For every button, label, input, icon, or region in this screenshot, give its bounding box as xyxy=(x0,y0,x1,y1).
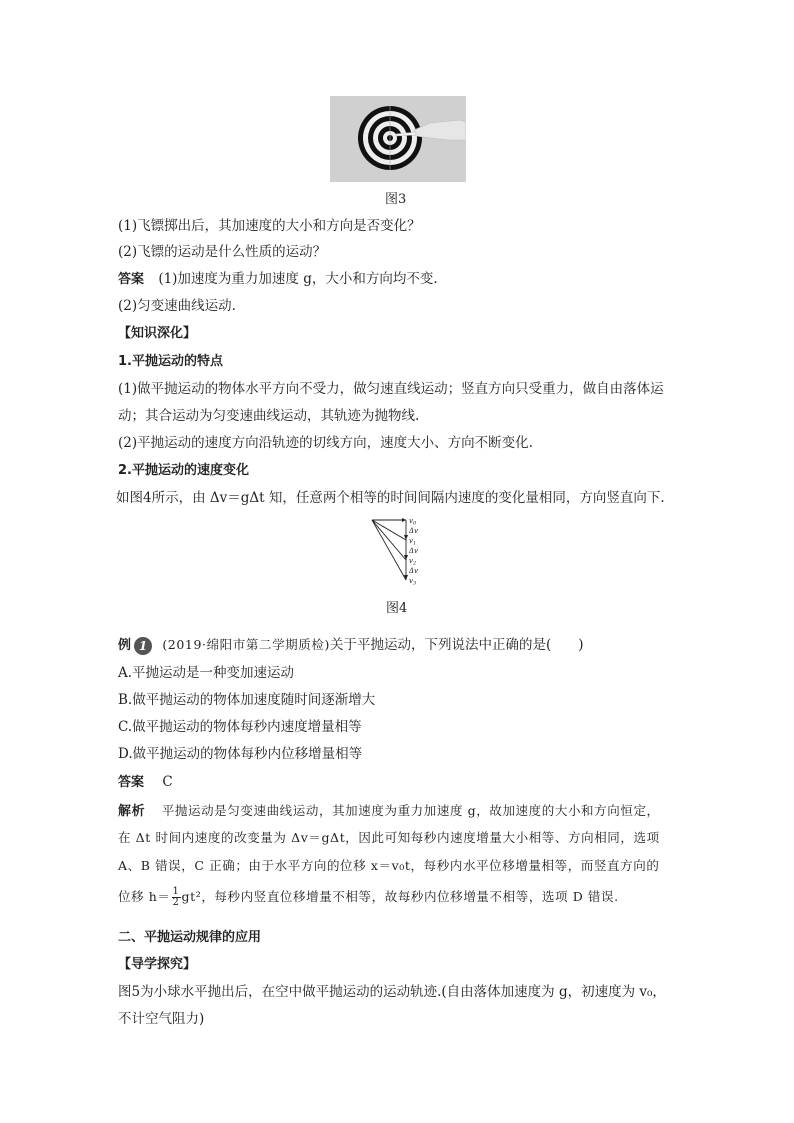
dartboard-photo xyxy=(330,96,466,182)
fraction-numerator: 1 xyxy=(172,886,180,897)
section-two-para-b: 不计空气阻力) xyxy=(118,1011,205,1027)
section1-para1a: (1)做平抛运动的物体水平方向不受力，做匀速直线运动；竖直方向只受重力，做自由落体运 xyxy=(118,381,664,397)
label-dv-1: Δv xyxy=(409,527,419,535)
option-d: D.做平抛运动的物体每秒内位移增量相等 xyxy=(118,746,363,762)
analysis-line-1 xyxy=(118,802,660,821)
example-answer-label: 答案 xyxy=(118,775,145,790)
question-2: (2)飞镖的运动是什么性质的运动？ xyxy=(118,244,327,260)
example-answer-line xyxy=(118,773,173,792)
label-v1: $v_1$ xyxy=(409,537,417,547)
example-answer: C xyxy=(162,774,173,790)
analysis-text-2: 在 Δt 时间内速度的改变量为 Δv＝gΔt，因此可知每秒内速度增量大小相等、方向相同，选项 xyxy=(118,830,660,845)
label-v3: $v_3$ xyxy=(409,577,417,587)
label-v2: $v_2$ xyxy=(409,557,417,567)
example-stem: 关于平抛运动，下列说法中正确的是( ) xyxy=(329,637,584,653)
section2-title: 2.平抛运动的速度变化 xyxy=(118,463,249,478)
example-number-badge: 1 xyxy=(134,637,152,655)
answer-1-line xyxy=(118,270,438,289)
label-v0: $v_0$ xyxy=(409,517,417,527)
example-header xyxy=(118,636,584,655)
label-dv-3: Δv xyxy=(409,567,419,575)
example-source: (2019·绵阳市第二学期质检) xyxy=(162,637,330,652)
example-label: 例 xyxy=(118,638,132,653)
option-c: C.做平抛运动的物体每秒内速度增量相等 xyxy=(118,719,362,735)
analysis-line-4 xyxy=(118,887,619,908)
guided-inquiry-heading: 【导学探究】 xyxy=(118,957,197,972)
dartboard-image xyxy=(330,96,466,182)
analysis-text-4a: 位移 h＝ xyxy=(118,889,171,904)
knowledge-heading: 【知识深化】 xyxy=(118,326,197,341)
section1-title: 1.平抛运动的特点 xyxy=(118,354,223,369)
analysis-text-3: A、B 错误，C 正确；由于水平方向的位移 x＝v₀t，每秒内水平位移增量相等，而竖直方向的 xyxy=(118,858,660,873)
section1-para2: (2)平抛运动的速度方向沿轨迹的切线方向，速度大小、方向不断变化. xyxy=(118,435,533,451)
question-1: (1)飞镖掷出后，其加速度的大小和方向是否变化？ xyxy=(118,218,421,234)
fraction-denominator: 2 xyxy=(172,897,180,908)
section1-para1b: 动；其合运动为匀变速曲线运动，其轨迹为抛物线. xyxy=(118,408,420,424)
fraction-one-half xyxy=(172,887,181,908)
answer-label: 答案 xyxy=(118,272,145,287)
answer-text-1: (1)加速度为重力加速度 g，大小和方向均不变. xyxy=(158,271,438,287)
option-a: A.平抛运动是一种变加速运动 xyxy=(118,665,295,681)
velocity-diagram xyxy=(368,514,430,590)
figure3-caption: 图3 xyxy=(385,192,407,207)
answer-text-2: (2)匀变速曲线运动. xyxy=(118,298,236,314)
figure4-caption: 图4 xyxy=(386,601,408,616)
analysis-text-1: 平抛运动是匀变速曲线运动，其加速度为重力加速度 g，故加速度的大小和方向恒定， xyxy=(161,803,660,818)
section2-para1: 如图4所示，由 Δv＝gΔt 知，任意两个相等的时间间隔内速度的变化量相同，方向竖直向下. xyxy=(116,490,665,506)
section-two-para-a: 图5为小球水平抛出后，在空中做平抛运动的运动轨迹.(自由落体加速度为 g，初速度为 v₀， xyxy=(118,984,666,1000)
analysis-text-4b: gt²，每秒内竖直位移增量不相等，故每秒内位移增量不相等，选项 D 错误. xyxy=(181,889,619,904)
section-two-title: 二、平抛运动规律的应用 xyxy=(118,930,262,945)
label-dv-2: Δv xyxy=(409,547,419,555)
option-b: B.做平抛运动的物体加速度随时间逐渐增大 xyxy=(118,692,376,708)
analysis-label: 解析 xyxy=(118,804,146,819)
